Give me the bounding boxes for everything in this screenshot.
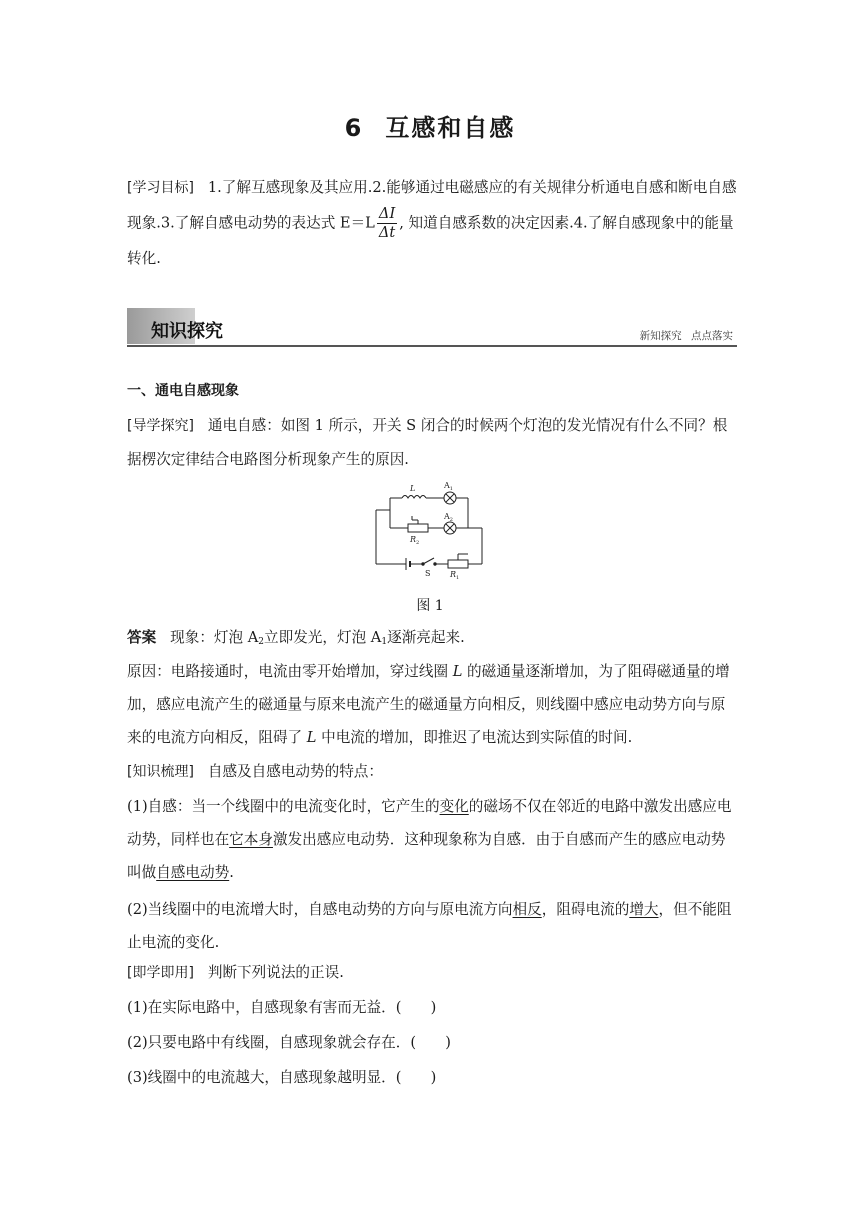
- goals-tag: [学习目标]: [127, 180, 194, 196]
- knowledge-tag: [知识梳理]: [127, 764, 194, 780]
- k2-underline-1: 相反: [512, 901, 542, 918]
- answer-line: [127, 628, 465, 652]
- reason-text-3: 中电流的增加，即推迟了电流达到实际值的时间.: [316, 729, 633, 746]
- knowledge-point-2: [127, 893, 737, 959]
- k1-text-d: .: [229, 864, 234, 881]
- k1-text-c: 激发出感应电动势．这种现象称为自感．由于自感而产生的感应电动势叫做: [127, 831, 726, 881]
- k2-text-b: ，阻碍电流的: [541, 901, 630, 918]
- answer-tag: 答案: [127, 629, 157, 646]
- section-subtitle: 新知探究 点点落实: [639, 330, 733, 342]
- label-a2: $A_2$: [444, 512, 453, 523]
- subheading: 一、通电自感现象: [127, 383, 239, 399]
- knowledge-line: [127, 762, 383, 782]
- practice-tag: [即学即用]: [127, 965, 194, 981]
- k1-text-a: (1)自感：当一个线圈中的电流变化时，它产生的: [127, 798, 440, 815]
- section-header: [127, 308, 737, 348]
- fraction-denominator: Δt: [378, 224, 396, 241]
- label-l: L: [410, 484, 416, 493]
- inductor-coil: [402, 496, 426, 499]
- label-r2: $R_2$: [410, 535, 420, 546]
- label-a1: $A_1$: [444, 481, 453, 492]
- k2-text-c: ，但不能阻止电流的变化.: [127, 901, 732, 951]
- resistor-r1: [448, 560, 468, 568]
- title-number: 6: [344, 114, 364, 142]
- knowledge-text: 自感及自感电动势的特点：: [207, 763, 383, 780]
- circuit-diagram: [372, 481, 492, 581]
- answer-sub-b: 1: [381, 637, 388, 647]
- k1-underline-3: 自感电动势: [156, 864, 230, 881]
- goals-text-1: 1.了解互感现象及其应用.2.能够通过电磁感应的有关规律分析通电自感和断电自感现象.3.了解自感电动势的表达式 E＝L: [127, 179, 737, 232]
- guide-text: 通电自感：如图 1 所示，开关 S 闭合的时候两个灯泡的发光情况有什么不同？根据楞次定律结合电路图分析现象产生的原因.: [127, 417, 728, 468]
- figure-caption: 图 1: [416, 598, 444, 614]
- resistor-r2: [408, 524, 428, 532]
- judgement-item: (3)线圈中的电流越大，自感现象越明显．( ): [127, 1069, 437, 1086]
- reason-text-1: 原因：电路接通时，电流由零开始增加，穿过线圈: [127, 663, 453, 680]
- page-title: [0, 108, 860, 143]
- learning-goals: [127, 171, 737, 275]
- knowledge-point-1: [127, 790, 737, 889]
- practice-line: [127, 963, 344, 983]
- k2-underline-2: 增大: [629, 901, 659, 918]
- answer-text-b: 立即发光，灯泡 A: [264, 629, 382, 646]
- k2-text-a: (2)当线圈中的电流增大时，自感电动势的方向与原电流方向: [127, 901, 513, 918]
- formula-fraction: [377, 205, 397, 242]
- section-title: 知识探究: [151, 321, 223, 342]
- reason-text-2: 的磁通量逐渐增加，为了阻碍磁通量的增加，感应电流产生的磁通量与原来电流产生的磁通量方向相反，则线圈中感应电动势方向与原来的电流方向相反，阻碍了: [127, 663, 730, 746]
- fraction-numerator: ΔI: [377, 205, 397, 224]
- answer-text-c: 逐渐亮起来.: [387, 629, 465, 646]
- goals-text-2: , 知道自感系数的决定因素.4.了解自感现象中的能量转化.: [127, 214, 734, 267]
- k1-underline-2: 它本身: [229, 831, 273, 848]
- reason-symbol-l-2: L: [306, 729, 317, 746]
- reason-symbol-l: L: [452, 663, 463, 680]
- answer-sub-a: 2: [258, 637, 265, 647]
- reason-paragraph: [127, 655, 737, 754]
- practice-text: 判断下列说法的正误.: [207, 964, 344, 981]
- answer-text-a: 现象：灯泡 A: [170, 629, 259, 646]
- guide-tag: [导学探究]: [127, 418, 194, 434]
- k1-underline-1: 变化: [439, 798, 469, 815]
- k1-text-b: 的磁场不仅在邻近的电路中激发出感应电动势，同样也在: [127, 798, 732, 848]
- label-r1: $R_1$: [450, 570, 460, 581]
- judgement-item: (2)只要电路中有线圈，自感现象就会存在．( ): [127, 1034, 451, 1051]
- switch-s: [423, 558, 434, 564]
- label-s: S: [425, 569, 431, 578]
- title-text: 互感和自感: [385, 114, 516, 142]
- judgement-item: (1)在实际电路中，自感现象有害而无益．( ): [127, 999, 437, 1016]
- guide-paragraph: [127, 409, 737, 476]
- section-divider: [127, 345, 737, 347]
